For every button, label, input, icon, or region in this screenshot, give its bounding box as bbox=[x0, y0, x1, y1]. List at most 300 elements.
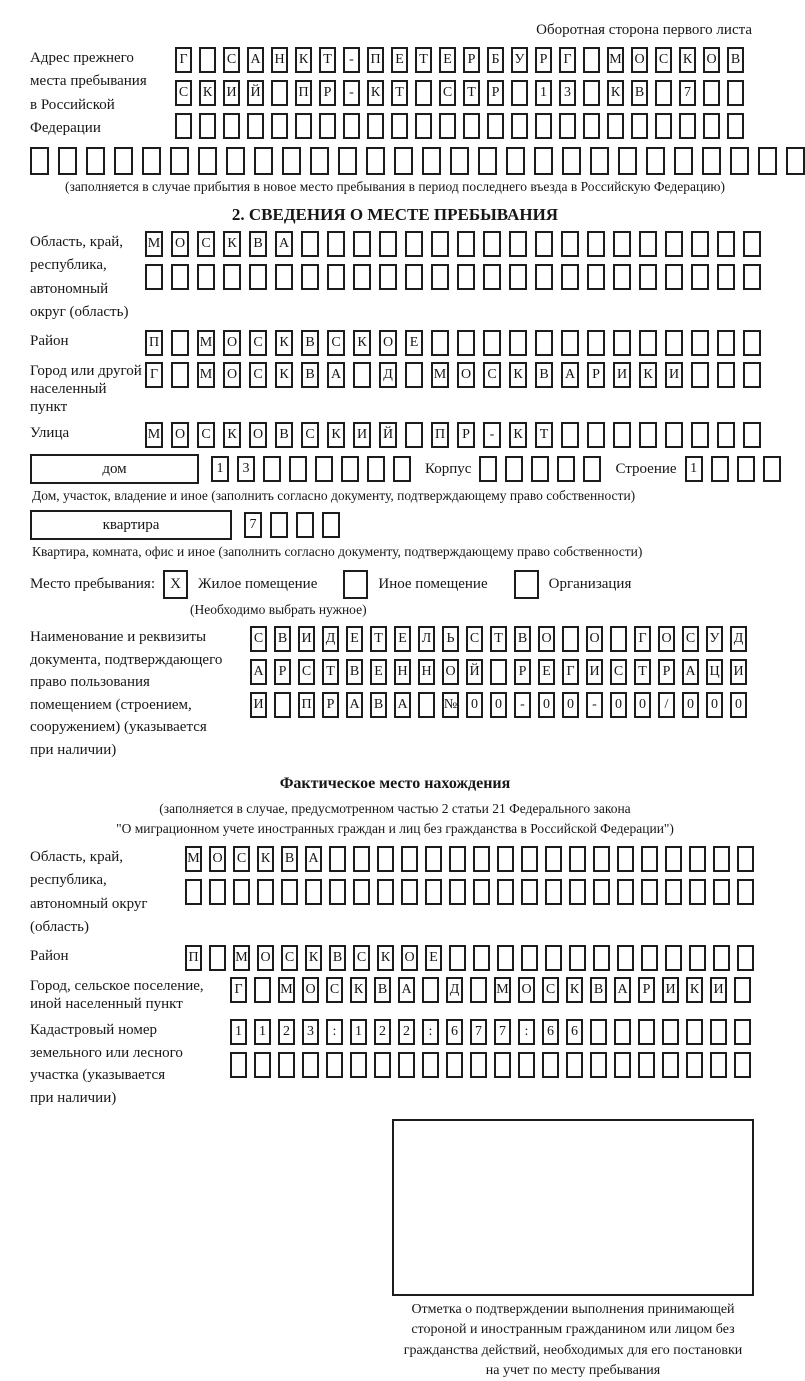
char-cell: М bbox=[607, 47, 624, 73]
char-cell: К bbox=[353, 330, 371, 356]
char-cell: О bbox=[457, 362, 475, 388]
char-cell bbox=[737, 846, 754, 872]
char-cell: И bbox=[353, 422, 371, 448]
char-cell: / bbox=[658, 692, 675, 718]
stamp-area bbox=[30, 1119, 760, 1381]
char-cell: Л bbox=[418, 626, 435, 652]
prev-address-note: (заполняется в случае прибытия в новое место пребывания в период последнего въезда в Российскую Федерацию) bbox=[64, 179, 726, 194]
char-cell: А bbox=[394, 692, 411, 718]
char-cell: Т bbox=[634, 659, 651, 685]
char-cell: К bbox=[295, 47, 312, 73]
char-cell: С bbox=[223, 47, 240, 73]
char-cell: К bbox=[257, 846, 274, 872]
fact-oblast-row-1 bbox=[185, 846, 754, 872]
char-cell bbox=[449, 879, 466, 905]
char-cell bbox=[665, 231, 683, 257]
char-cell bbox=[689, 846, 706, 872]
gorod-block bbox=[30, 362, 760, 416]
char-cell: И bbox=[613, 362, 631, 388]
char-cell bbox=[743, 362, 761, 388]
char-cell bbox=[114, 147, 133, 175]
char-cell bbox=[509, 231, 527, 257]
char-cell: А bbox=[305, 846, 322, 872]
char-cell bbox=[535, 113, 552, 139]
dom-box-label: дом bbox=[102, 460, 127, 477]
char-cell bbox=[415, 80, 432, 106]
char-cell bbox=[593, 879, 610, 905]
char-cell: 1 bbox=[230, 1019, 247, 1045]
char-cell: С bbox=[249, 330, 267, 356]
char-cell: Р bbox=[658, 659, 675, 685]
char-cell bbox=[562, 626, 579, 652]
char-cell bbox=[326, 1052, 343, 1078]
dom-block bbox=[30, 454, 760, 484]
char-cell bbox=[521, 945, 538, 971]
char-cell: Т bbox=[535, 422, 553, 448]
char-cell: 0 bbox=[706, 692, 723, 718]
char-cell bbox=[691, 231, 709, 257]
char-cell bbox=[418, 692, 435, 718]
char-cell bbox=[457, 231, 475, 257]
char-cell bbox=[296, 512, 314, 538]
char-cell bbox=[398, 1052, 415, 1078]
char-cell: А bbox=[327, 362, 345, 388]
char-cell bbox=[703, 113, 720, 139]
char-cell: М bbox=[233, 945, 250, 971]
char-cell: К bbox=[367, 80, 384, 106]
char-cell bbox=[315, 456, 333, 482]
char-cell: М bbox=[278, 977, 295, 1003]
char-cell bbox=[391, 113, 408, 139]
char-cell bbox=[282, 147, 301, 175]
prev-address-block bbox=[30, 47, 760, 140]
char-cell bbox=[665, 330, 683, 356]
page-side-note: Оборотная сторона первого листа bbox=[536, 22, 752, 38]
mesto-prebyvaniya-row bbox=[30, 570, 760, 599]
char-cell: С bbox=[682, 626, 699, 652]
oblast-row-2 bbox=[145, 264, 761, 290]
char-cell bbox=[209, 945, 226, 971]
char-cell bbox=[710, 1052, 727, 1078]
char-cell: 7 bbox=[679, 80, 696, 106]
fact-oblast-block bbox=[30, 846, 760, 939]
char-cell bbox=[613, 231, 631, 257]
char-cell bbox=[786, 147, 805, 175]
char-cell: С bbox=[353, 945, 370, 971]
char-cell bbox=[561, 231, 579, 257]
char-cell: Г bbox=[634, 626, 651, 652]
char-cell bbox=[613, 422, 631, 448]
char-cell: Й bbox=[466, 659, 483, 685]
char-cell bbox=[305, 879, 322, 905]
char-cell: С bbox=[483, 362, 501, 388]
char-cell: О bbox=[302, 977, 319, 1003]
char-cell bbox=[710, 1019, 727, 1045]
char-cell bbox=[691, 264, 709, 290]
char-cell: А bbox=[398, 977, 415, 1003]
char-cell bbox=[665, 879, 682, 905]
char-cell bbox=[431, 231, 449, 257]
char-cell bbox=[590, 1019, 607, 1045]
char-cell bbox=[422, 1052, 439, 1078]
document-row-1 bbox=[250, 626, 747, 652]
kvartira-box bbox=[30, 510, 232, 540]
char-cell: 6 bbox=[446, 1019, 463, 1045]
checkbox-zhiloe-pomeshchenie bbox=[163, 570, 188, 599]
char-cell: К bbox=[199, 80, 216, 106]
char-cell bbox=[247, 113, 264, 139]
oblast-row-1 bbox=[145, 231, 761, 257]
char-cell bbox=[639, 330, 657, 356]
ulitsa-row bbox=[145, 422, 761, 448]
char-cell: М bbox=[197, 362, 215, 388]
char-cell bbox=[327, 231, 345, 257]
char-cell bbox=[450, 147, 469, 175]
char-cell: Р bbox=[487, 80, 504, 106]
char-cell: В bbox=[346, 659, 363, 685]
char-cell bbox=[353, 846, 370, 872]
char-cell bbox=[86, 147, 105, 175]
char-cell: М bbox=[197, 330, 215, 356]
char-cell bbox=[470, 977, 487, 1003]
char-cell: 7 bbox=[470, 1019, 487, 1045]
char-cell bbox=[737, 456, 755, 482]
prev-address-label: Адрес прежнего места пребывания в Российской Федерации bbox=[30, 50, 147, 136]
char-cell bbox=[439, 113, 456, 139]
char-cell bbox=[535, 231, 553, 257]
char-cell bbox=[590, 1052, 607, 1078]
char-cell bbox=[353, 231, 371, 257]
char-cell: О bbox=[703, 47, 720, 73]
char-cell: О bbox=[209, 846, 226, 872]
char-cell: С bbox=[466, 626, 483, 652]
char-cell: 0 bbox=[466, 692, 483, 718]
document-row-2 bbox=[250, 659, 747, 685]
char-cell: В bbox=[514, 626, 531, 652]
char-cell bbox=[590, 147, 609, 175]
char-cell: М bbox=[185, 846, 202, 872]
char-cell: Й bbox=[247, 80, 264, 106]
option-organizatsiya-label: Организация bbox=[548, 576, 632, 592]
char-cell: С bbox=[250, 626, 267, 652]
char-cell bbox=[638, 1052, 655, 1078]
char-cell: Й bbox=[379, 422, 397, 448]
char-cell bbox=[401, 846, 418, 872]
char-cell bbox=[583, 80, 600, 106]
char-cell bbox=[639, 422, 657, 448]
char-cell bbox=[343, 113, 360, 139]
char-cell bbox=[583, 47, 600, 73]
char-cell bbox=[310, 147, 329, 175]
char-cell bbox=[327, 264, 345, 290]
char-cell bbox=[593, 846, 610, 872]
char-cell bbox=[58, 147, 77, 175]
char-cell: Р bbox=[457, 422, 475, 448]
char-cell: О bbox=[223, 362, 241, 388]
char-cell bbox=[583, 113, 600, 139]
char-cell bbox=[511, 80, 528, 106]
char-cell: Р bbox=[587, 362, 605, 388]
char-cell bbox=[593, 945, 610, 971]
char-cell bbox=[545, 945, 562, 971]
char-cell bbox=[511, 113, 528, 139]
char-cell: К bbox=[223, 422, 241, 448]
char-cell bbox=[639, 264, 657, 290]
char-cell: С bbox=[301, 422, 319, 448]
char-cell bbox=[341, 456, 359, 482]
char-cell bbox=[394, 147, 413, 175]
char-cell bbox=[613, 330, 631, 356]
char-cell: А bbox=[614, 977, 631, 1003]
char-cell bbox=[254, 147, 273, 175]
char-cell bbox=[607, 113, 624, 139]
char-cell: В bbox=[370, 692, 387, 718]
char-cell bbox=[198, 147, 217, 175]
char-cell: М bbox=[145, 231, 163, 257]
char-cell bbox=[587, 422, 605, 448]
stroenie-label: Строение bbox=[615, 461, 677, 477]
char-cell: А bbox=[250, 659, 267, 685]
oblast-block bbox=[30, 231, 760, 324]
char-cell: В bbox=[274, 626, 291, 652]
char-cell bbox=[535, 330, 553, 356]
stamp-box bbox=[392, 1119, 754, 1296]
prev-address-row-3 bbox=[175, 113, 744, 139]
char-cell bbox=[405, 231, 423, 257]
char-cell: 0 bbox=[490, 692, 507, 718]
char-cell bbox=[478, 147, 497, 175]
char-cell: Е bbox=[439, 47, 456, 73]
char-cell bbox=[569, 945, 586, 971]
char-cell bbox=[449, 846, 466, 872]
char-cell bbox=[275, 264, 293, 290]
kadastr-block bbox=[30, 1019, 760, 1109]
char-cell bbox=[393, 456, 411, 482]
char-cell: Г bbox=[559, 47, 576, 73]
char-cell bbox=[223, 113, 240, 139]
char-cell bbox=[487, 113, 504, 139]
char-cell bbox=[545, 879, 562, 905]
char-cell bbox=[561, 264, 579, 290]
char-cell: О bbox=[586, 626, 603, 652]
char-cell bbox=[422, 147, 441, 175]
char-cell bbox=[665, 422, 683, 448]
char-cell bbox=[506, 147, 525, 175]
kvartira-note: Квартира, комната, офис и иное (заполнить согласно документу, подтверждающему право собственности) bbox=[32, 544, 643, 559]
char-cell bbox=[521, 846, 538, 872]
char-cell: С bbox=[197, 231, 215, 257]
char-cell bbox=[274, 692, 291, 718]
char-cell bbox=[743, 264, 761, 290]
char-cell: 6 bbox=[542, 1019, 559, 1045]
char-cell bbox=[338, 147, 357, 175]
fact-raion-row bbox=[185, 945, 754, 971]
char-cell: М bbox=[145, 422, 163, 448]
char-cell bbox=[587, 264, 605, 290]
char-cell: Т bbox=[322, 659, 339, 685]
char-cell: В bbox=[301, 330, 319, 356]
kvartira-box-label: квартира bbox=[102, 516, 160, 533]
char-cell bbox=[734, 977, 751, 1003]
char-cell: Т bbox=[370, 626, 387, 652]
char-cell bbox=[638, 1019, 655, 1045]
char-cell bbox=[422, 977, 439, 1003]
char-cell: - bbox=[343, 80, 360, 106]
char-cell bbox=[270, 512, 288, 538]
char-cell: И bbox=[298, 626, 315, 652]
char-cell: 1 bbox=[254, 1019, 271, 1045]
char-cell: К bbox=[350, 977, 367, 1003]
char-cell: Д bbox=[446, 977, 463, 1003]
char-cell: 2 bbox=[278, 1019, 295, 1045]
char-cell bbox=[490, 659, 507, 685]
char-cell bbox=[689, 945, 706, 971]
char-cell: И bbox=[730, 659, 747, 685]
char-cell bbox=[329, 879, 346, 905]
char-cell: В bbox=[329, 945, 346, 971]
char-cell: И bbox=[586, 659, 603, 685]
dom-box bbox=[30, 454, 199, 484]
char-cell bbox=[374, 1052, 391, 1078]
ulitsa-label: Улица bbox=[30, 425, 70, 441]
char-cell bbox=[257, 879, 274, 905]
document-block bbox=[30, 626, 760, 761]
char-cell bbox=[171, 264, 189, 290]
char-cell: 1 bbox=[535, 80, 552, 106]
char-cell: М bbox=[494, 977, 511, 1003]
char-cell: Н bbox=[418, 659, 435, 685]
char-cell: В bbox=[590, 977, 607, 1003]
section2-title: 2. СВЕДЕНИЯ О МЕСТЕ ПРЕБЫВАНИЯ bbox=[231, 205, 559, 224]
char-cell bbox=[425, 879, 442, 905]
char-cell bbox=[30, 147, 49, 175]
char-cell bbox=[679, 113, 696, 139]
char-cell: К bbox=[305, 945, 322, 971]
char-cell bbox=[401, 879, 418, 905]
mesto-label: Место пребывания: bbox=[30, 576, 155, 592]
korpus-row bbox=[479, 456, 601, 482]
char-cell bbox=[405, 362, 423, 388]
char-cell: О bbox=[223, 330, 241, 356]
char-cell bbox=[145, 264, 163, 290]
dom-number-row bbox=[211, 456, 411, 482]
document-row-3 bbox=[250, 692, 747, 718]
char-cell: С bbox=[197, 422, 215, 448]
char-cell: С bbox=[610, 659, 627, 685]
char-cell bbox=[509, 330, 527, 356]
char-cell: Г bbox=[562, 659, 579, 685]
char-cell: 7 bbox=[244, 512, 262, 538]
char-cell: Ц bbox=[706, 659, 723, 685]
char-cell: И bbox=[665, 362, 683, 388]
char-cell: С bbox=[439, 80, 456, 106]
char-cell bbox=[254, 977, 271, 1003]
char-cell: К bbox=[327, 422, 345, 448]
char-cell: 0 bbox=[562, 692, 579, 718]
ulitsa-block bbox=[30, 422, 760, 448]
char-cell bbox=[542, 1052, 559, 1078]
char-cell bbox=[470, 1052, 487, 1078]
char-cell: П bbox=[145, 330, 163, 356]
char-cell bbox=[618, 147, 637, 175]
char-cell bbox=[199, 113, 216, 139]
char-cell bbox=[691, 422, 709, 448]
char-cell bbox=[463, 113, 480, 139]
char-cell: С bbox=[249, 362, 267, 388]
char-cell bbox=[505, 456, 523, 482]
kvartira-block bbox=[30, 510, 760, 540]
char-cell: Е bbox=[394, 626, 411, 652]
char-cell: Б bbox=[487, 47, 504, 73]
char-cell: В bbox=[275, 422, 293, 448]
char-cell bbox=[713, 846, 730, 872]
gorod-row bbox=[145, 362, 761, 388]
char-cell bbox=[233, 879, 250, 905]
char-cell bbox=[758, 147, 777, 175]
checkbox-organizatsiya bbox=[514, 570, 539, 599]
char-cell: Р bbox=[274, 659, 291, 685]
char-cell: 2 bbox=[398, 1019, 415, 1045]
char-cell: В bbox=[727, 47, 744, 73]
char-cell: 0 bbox=[538, 692, 555, 718]
char-cell bbox=[497, 945, 514, 971]
char-cell: 1 bbox=[685, 456, 703, 482]
char-cell: И bbox=[250, 692, 267, 718]
char-cell: - bbox=[586, 692, 603, 718]
char-cell bbox=[185, 879, 202, 905]
char-cell bbox=[199, 47, 216, 73]
char-cell bbox=[302, 1052, 319, 1078]
char-cell bbox=[367, 113, 384, 139]
char-cell bbox=[535, 264, 553, 290]
char-cell: 0 bbox=[682, 692, 699, 718]
fact-oblast-label: Область, край, республика, автономный округ (область) bbox=[30, 849, 148, 935]
char-cell bbox=[562, 147, 581, 175]
char-cell bbox=[425, 846, 442, 872]
char-cell bbox=[209, 879, 226, 905]
char-cell: К bbox=[639, 362, 657, 388]
char-cell bbox=[614, 1052, 631, 1078]
char-cell bbox=[545, 846, 562, 872]
char-cell bbox=[587, 330, 605, 356]
char-cell bbox=[473, 879, 490, 905]
char-cell: Е bbox=[391, 47, 408, 73]
char-cell: 0 bbox=[610, 692, 627, 718]
char-cell bbox=[405, 422, 423, 448]
char-cell: 3 bbox=[302, 1019, 319, 1045]
char-cell: О bbox=[171, 422, 189, 448]
char-cell bbox=[483, 264, 501, 290]
char-cell bbox=[457, 264, 475, 290]
char-cell: : bbox=[422, 1019, 439, 1045]
char-cell bbox=[473, 945, 490, 971]
char-cell: Т bbox=[319, 47, 336, 73]
char-cell: О bbox=[249, 422, 267, 448]
char-cell bbox=[717, 422, 735, 448]
char-cell bbox=[557, 456, 575, 482]
char-cell bbox=[223, 264, 241, 290]
char-cell bbox=[717, 362, 735, 388]
fact-gorod-block bbox=[30, 977, 760, 1013]
char-cell bbox=[566, 1052, 583, 1078]
char-cell bbox=[271, 113, 288, 139]
char-cell bbox=[686, 1019, 703, 1045]
char-cell bbox=[561, 330, 579, 356]
char-cell bbox=[665, 846, 682, 872]
char-cell bbox=[319, 113, 336, 139]
char-cell: С bbox=[298, 659, 315, 685]
kadastr-label: Кадастровый номер земельного или лесного участка (указывается при наличии) bbox=[30, 1022, 183, 1106]
